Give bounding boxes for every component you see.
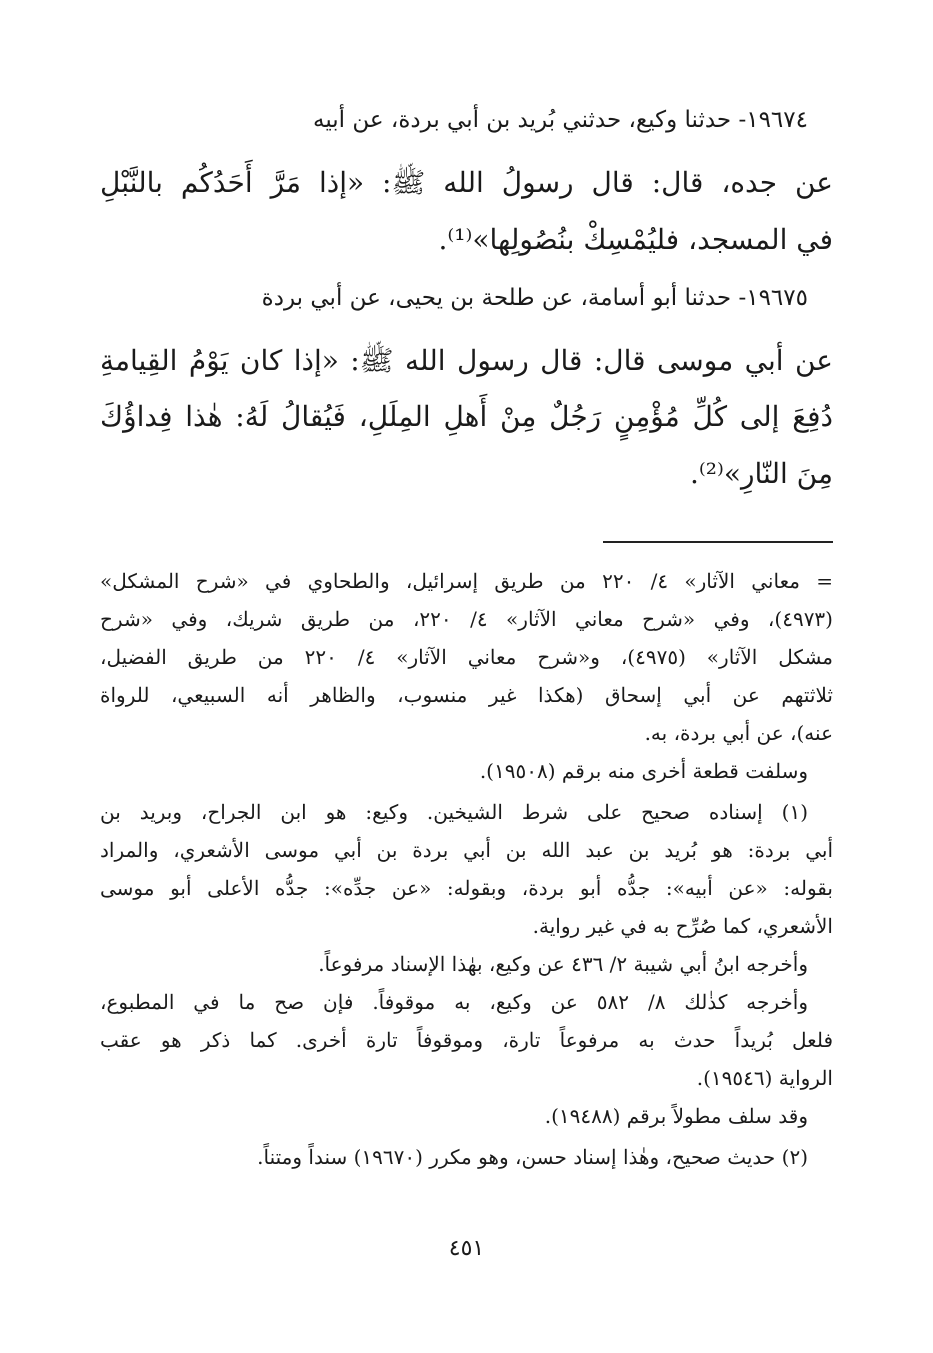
footnote-1-line: وأخرجه كذٰلك ٨/ ٥٨٢ عن وكيع، به موقوفاً. فإن صح ما في المطبوع، [100, 990, 808, 1014]
page-number: ٤٥١ [448, 1236, 485, 1261]
footnote-1-line: أبي بردة: هو بُريد بن عبد الله بن أبي بردة بن أبي موسى الأشعري، والمراد [100, 838, 833, 862]
footnote-continued-line: وسلفت قطعة أخرى منه برقم (١٩٥٠٨). [479, 759, 808, 783]
footnote-1-line: (١) إسناده صحيح على شرط الشيخين. وكيع: هو ابن الجراح، وبريد بن [100, 800, 808, 824]
footnote-continued-line: مشكل الآثار» (٤٩٧٥)، و«شرح معاني الآثار» ٤/ ٢٢٠ من طريق الفضيل، [100, 645, 833, 669]
footnote-continued-line: ثلاثتهم عن أبي إسحاق (هكذا غير منسوب، والظاهر أنه السبيعي، للرواة [100, 683, 833, 707]
footnote-2-line: (٢) حديث صحيح، وهٰذا إسناد حسن، وهو مكرر (١٩٦٧٠) سنداً ومتناً. [257, 1145, 808, 1169]
footnote-1-line: بقوله: «عن أبيه»: جدُّه أبو بردة، وبقوله: «عن جدِّه»: جدُّه الأعلى أبو موسى [100, 876, 833, 900]
footnote-1-line: الرواية (١٩٥٤٦). [696, 1066, 833, 1090]
footnote-continued-line: = معاني الآثار» ٤/ ٢٢٠ من طريق إسرائيل، والطحاوي في «شرح المشكل» [100, 569, 833, 593]
footnote-separator [603, 541, 833, 543]
footnote-1-line: وأخرجه ابنُ أبي شيبة ٢/ ٤٣٦ عن وكيع، بهٰذا الإسناد مرفوعاً. [318, 952, 808, 976]
footnote-1-line: فلعل بُريداً حدث به مرفوعاً تارة، وموقوفاً تارة أخرى. كما ذكر هو عقب [100, 1028, 833, 1052]
hadith-19674-text-line: في المسجد، فليُمْسِكْ بنُصُولِها»⁽¹⁾. [438, 223, 833, 256]
footnote-continued-line: (٤٩٧٣)، وفي «شرح معاني الآثار» ٤/ ٢٢٠، من طريق شريك، وفي «شرح [100, 607, 833, 631]
hadith-19674-chain: ١٩٦٧٤- حدثنا وكيع، حدثني بُريد بن أبي بردة، عن أبيه [313, 107, 808, 133]
footnote-1-line: وقد سلف مطولاً برقم (١٩٤٨٨). [544, 1104, 808, 1128]
hadith-19675-text-line: عن أبي موسى قال: قال رسول الله ﷺ: «إذا كان يَوْمُ القِيامةِ [100, 344, 833, 377]
hadith-19675-text-line: مِنَ النّارِ»⁽²⁾. [689, 457, 833, 490]
hadith-19674-text-line: عن جده، قال: قال رسولُ الله ﷺ: «إذا مَرَّ أَحَدُكُم بالنَّبْلِ [100, 166, 833, 199]
hadith-19675-chain: ١٩٦٧٥- حدثنا أبو أسامة، عن طلحة بن يحيى، عن أبي بردة [261, 285, 808, 311]
footnote-continued-line: عنه)، عن أبي بردة، به. [644, 721, 833, 745]
hadith-19675-text-line: دُفِعَ إلى كُلِّ مُؤْمِنٍ رَجُلٌ مِنْ أَهلِ المِلَلِ، فَيُقالُ لَهُ: هٰذا فِداؤُكَ [100, 400, 833, 433]
footnote-1-line: الأشعري، كما صُرِّح به في غير رواية. [532, 914, 833, 938]
